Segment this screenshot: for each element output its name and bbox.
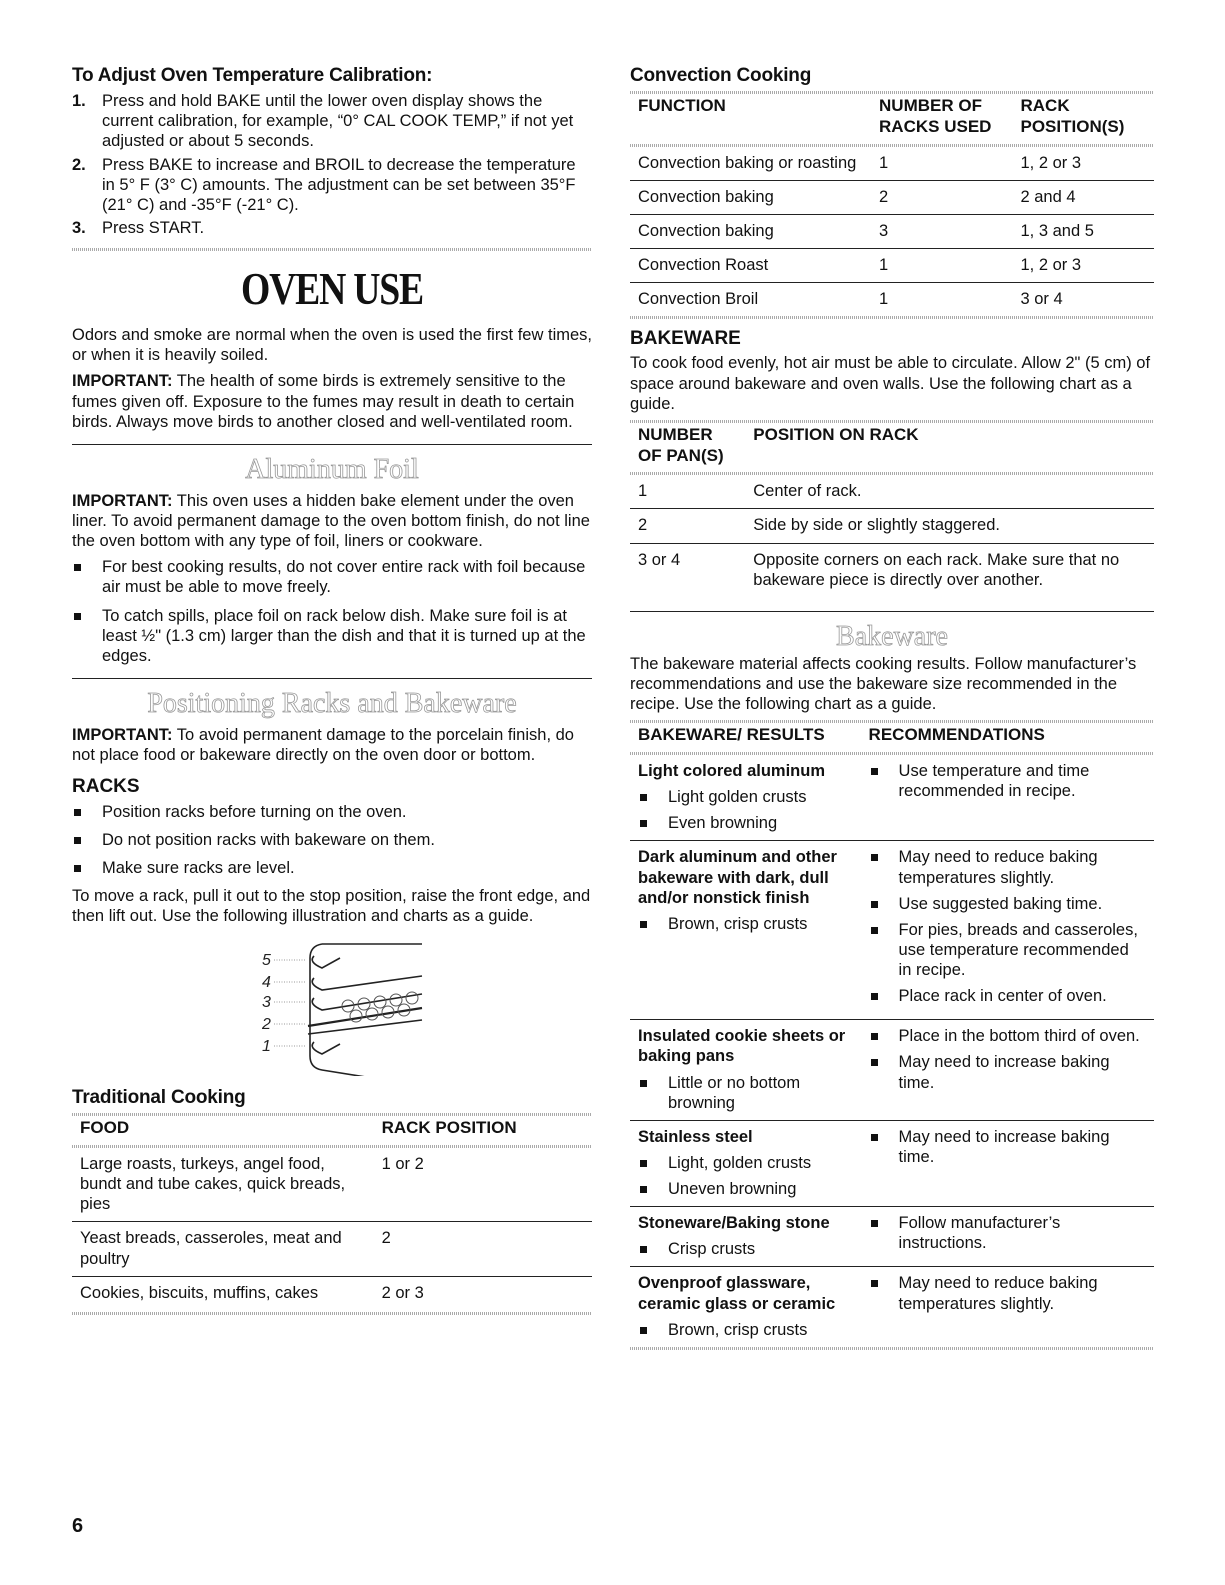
table-header-row <box>630 94 1154 143</box>
divider <box>630 1347 1154 1350</box>
divider <box>630 316 1154 319</box>
page-number: 6 <box>72 1515 84 1537</box>
list-item: Position racks before turning on the oven. <box>72 802 592 822</box>
table-cell: 1, 3 and 5 <box>1013 214 1155 248</box>
list-item: To catch spills, place foil on rack below dish. Make sure foil is at least ½" (1.3 cm) larger than the dish and that it is turned up at the edges. <box>72 606 592 666</box>
divider <box>72 444 592 445</box>
bakeware-intro: The bakeware material affects cooking results. Follow manufacturer’s recommendations and use the bakeware size recommended in the recipe. Use the following chart as a guide. <box>630 654 1137 714</box>
table-cell <box>630 755 861 841</box>
racks-heading: RACKS <box>72 776 140 798</box>
page-title: OVEN USE <box>241 263 423 315</box>
divider <box>630 611 1154 612</box>
table-cell: Center of rack. <box>745 475 1154 509</box>
move-rack-text: To move a rack, pull it out to the stop position, raise the front edge, and then lift out. Use the following illustration and charts as a guide. <box>72 886 591 926</box>
table-row <box>630 1207 1154 1267</box>
bakeware-text: To cook food evenly, hot air must be able to circulate. Allow 2" (5 cm) of space around bakeware and oven walls. Use the following chart as a guide. <box>630 354 1151 413</box>
pans-table <box>630 423 1154 597</box>
calibration-step: 3. Press START. <box>72 218 205 237</box>
table-cell: Opposite corners on each rack. Make sure that no bakeware piece is directly over another. <box>753 550 1120 589</box>
divider <box>72 1312 592 1315</box>
rack-label-5: 5 <box>262 952 271 970</box>
table-header-row <box>630 723 1154 752</box>
rack-label-2: 2 <box>262 1016 271 1034</box>
aluminum-foil-bullets <box>72 557 592 666</box>
table-row <box>630 214 1154 248</box>
rack-label-3: 3 <box>262 994 271 1012</box>
convection-table <box>630 94 1154 316</box>
bakeware-name: Stoneware/Baking stone <box>638 1214 830 1233</box>
result-item: Brown, crisp crusts <box>638 914 853 934</box>
table-cell: 1, 2 or 3 <box>1013 147 1155 181</box>
table-cell: Yeast breads, casseroles, meat and poultry <box>72 1222 374 1276</box>
table-cell: Side by side or slightly staggered. <box>745 509 1154 543</box>
table-cell: Convection baking <box>630 214 871 248</box>
table-row <box>72 1276 592 1310</box>
oven-use-intro: Odors and smoke are normal when the oven is used the first few times, or when it is heavily soiled. <box>72 326 592 365</box>
table-cell: 1, 2 or 3 <box>1013 249 1155 283</box>
result-item: Even browning <box>638 813 853 833</box>
table-cell <box>630 841 861 1020</box>
column-header: RACK POSITION(S) <box>1020 96 1125 136</box>
table-cell: 2 or 3 <box>381 1283 424 1302</box>
column-header: NUMBER OF PAN(S) <box>638 424 724 465</box>
column-header: FOOD <box>80 1118 130 1138</box>
convection-heading: Convection Cooking <box>630 65 812 86</box>
divider <box>72 248 592 251</box>
table-row <box>72 1148 592 1222</box>
aluminum-foil-title: Aluminum Foil <box>245 453 419 485</box>
aluminum-foil-important: IMPORTANT: This oven uses a hidden bake element under the oven liner. To avoid permanent damage to the oven bottom finish, do not line the oven bottom with any type of foil, liners or cookware. <box>72 491 590 551</box>
table-cell <box>630 1120 861 1206</box>
recommendation-item: May need to reduce baking temperatures slightly. <box>869 1273 1146 1313</box>
recommendation-item: For pies, breads and casseroles, use temperature recommended in recipe. <box>869 920 1146 980</box>
table-cell <box>861 1207 1154 1267</box>
recommendation-item: Use temperature and time recommended in recipe. <box>869 761 1146 801</box>
bakeware-name: Insulated cookie sheets or baking pans <box>638 1027 846 1066</box>
table-cell: 2 and 4 <box>1013 180 1155 214</box>
list-item: Make sure racks are level. <box>72 858 592 878</box>
calibration-steps <box>72 91 592 238</box>
table-row <box>630 475 1154 509</box>
table-cell: 1 <box>879 290 889 309</box>
bakeware-name: Light colored aluminum <box>638 762 826 781</box>
table-cell: 2 <box>374 1222 592 1276</box>
positioning-title: Positioning Racks and Bakeware <box>147 687 517 719</box>
traditional-table <box>72 1116 592 1309</box>
table-cell: 3 or 4 <box>1020 290 1063 309</box>
table-cell <box>861 755 1154 841</box>
table-row <box>630 755 1154 841</box>
recommendation-item: May need to reduce baking temperatures slightly. <box>869 847 1146 887</box>
list-item: Do not position racks with bakeware on them. <box>72 830 592 850</box>
table-cell: Convection baking or roasting <box>630 147 871 181</box>
table-cell: 1 <box>630 475 745 509</box>
table-row <box>630 283 1154 317</box>
bakeware-name: Dark aluminum and other bakeware with dark, dull and/or nonstick finish <box>638 848 837 907</box>
recommendation-item: May need to increase baking time. <box>869 1052 1146 1092</box>
recommendation-item: Use suggested baking time. <box>869 894 1146 914</box>
column-header: NUMBER OF RACKS USED <box>879 96 992 136</box>
racks-bullets <box>72 802 592 878</box>
table-cell: 2 <box>871 180 1012 214</box>
column-header: FUNCTION <box>638 96 726 116</box>
table-cell: 3 <box>871 214 1012 248</box>
table-cell: 1 or 2 <box>374 1148 592 1222</box>
traditional-heading: Traditional Cooking <box>72 1087 246 1109</box>
table-header-row <box>72 1116 592 1145</box>
rack-label-4: 4 <box>262 974 271 992</box>
right-column <box>630 64 1154 1358</box>
recommendation-item: Place rack in center of oven. <box>869 986 1146 1006</box>
table-row <box>630 147 1154 181</box>
table-row <box>630 180 1154 214</box>
calibration-heading: To Adjust Oven Temperature Calibration: <box>72 65 433 86</box>
table-cell: 1 <box>871 147 1012 181</box>
table-cell <box>861 1267 1154 1347</box>
recommendation-item: Place in the bottom third of oven. <box>869 1026 1146 1046</box>
bakeware-heading: BAKEWARE <box>630 328 741 350</box>
result-item: Crisp crusts <box>638 1239 853 1259</box>
calibration-step: 2. Press BAKE to increase and BROIL to decrease the temperature in 5° F (3° C) amounts. The adjustment can be set between 35°F (21° C) and -35°F (-21° C). <box>72 155 576 214</box>
table-header-row <box>630 423 1154 472</box>
table-row <box>630 1267 1154 1347</box>
bakeware-name: Stainless steel <box>638 1127 753 1146</box>
table-row <box>630 1020 1154 1121</box>
table-cell: 3 or 4 <box>638 550 681 569</box>
column-header: RECOMMENDATIONS <box>868 725 1045 745</box>
table-row <box>630 1120 1154 1206</box>
table-cell: Convection baking <box>630 180 871 214</box>
rack-position-illustration <box>262 936 442 1076</box>
table-cell <box>861 841 1154 1020</box>
result-item: Uneven browning <box>638 1179 853 1199</box>
table-row <box>630 841 1154 1020</box>
column-header: POSITION ON RACK <box>753 424 919 444</box>
table-row <box>630 543 1154 597</box>
result-item: Little or no bottom browning <box>638 1073 853 1113</box>
bakeware-title: Bakeware <box>836 620 948 652</box>
calibration-step: 1. Press and hold BAKE until the lower oven display shows the current calibration, for example, “0° CAL COOK TEMP,” if not yet adjusted or about 5 seconds. <box>72 92 574 151</box>
table-cell <box>861 1020 1154 1121</box>
left-column <box>72 64 592 1323</box>
table-cell: Convection Broil <box>638 290 759 309</box>
table-cell: 2 <box>630 509 745 543</box>
oven-use-important: IMPORTANT: The health of some birds is extremely sensitive to the fumes given off. Exposure to the fumes may result in death to certain birds. Always move birds to another closed and well-ventilated room. <box>72 372 575 431</box>
recommendation-item: Follow manufacturer’s instructions. <box>869 1213 1146 1253</box>
list-item: For best cooking results, do not cover entire rack with foil because air must be able to move freely. <box>72 557 592 597</box>
rack-label-1: 1 <box>262 1038 271 1056</box>
table-cell: 1 <box>871 249 1012 283</box>
table-cell: Large roasts, turkeys, angel food, bundt and tube cakes, quick breads, pies <box>72 1148 374 1222</box>
table-cell: Convection Roast <box>630 249 871 283</box>
table-row <box>630 249 1154 283</box>
table-cell <box>630 1267 861 1347</box>
result-item: Light golden crusts <box>638 787 853 807</box>
positioning-important: IMPORTANT: To avoid permanent damage to the porcelain finish, do not place food or bakeware directly on the oven door or bottom. <box>72 726 574 765</box>
result-item: Brown, crisp crusts <box>638 1320 853 1340</box>
table-row <box>630 509 1154 543</box>
divider <box>72 678 592 679</box>
table-cell <box>630 1020 861 1121</box>
bakeware-name: Ovenproof glassware, ceramic glass or ceramic <box>638 1274 836 1313</box>
result-item: Light, golden crusts <box>638 1153 853 1173</box>
recommendation-item: May need to increase baking time. <box>869 1127 1146 1167</box>
table-cell <box>861 1120 1154 1206</box>
table-row <box>72 1222 592 1276</box>
bakeware-table <box>630 723 1154 1346</box>
table-cell: Cookies, biscuits, muffins, cakes <box>80 1283 319 1302</box>
table-cell <box>630 1207 861 1267</box>
column-header: RACK POSITION <box>381 1118 517 1138</box>
column-header: BAKEWARE/ RESULTS <box>638 725 825 745</box>
